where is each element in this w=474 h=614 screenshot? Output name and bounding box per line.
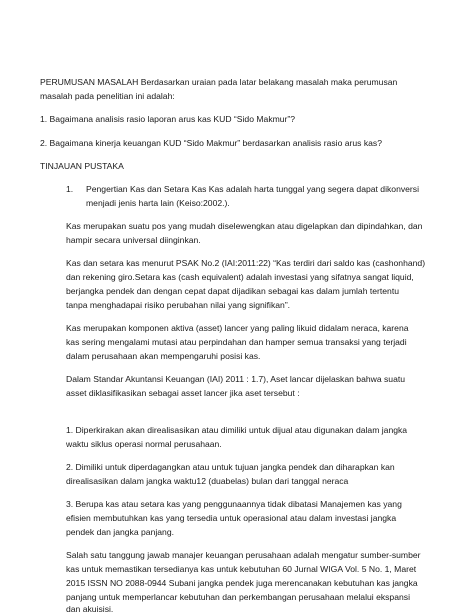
list-item-text: menjadi jenis harta lain (Keiso:2002.). (86, 198, 230, 208)
criteria-item: efisien membutuhkan kas yang tersedia untuk operasional atau dalam investasi jangka (66, 513, 397, 523)
paragraph-line: kas sering mengalami mutasi atau perpindahan dan hamper semua transaksi yang terjadi (66, 337, 407, 347)
paragraph-line: panjang untuk memperlancar kebutuhan dan perkembangan perusahaan melalui ekspansi (66, 592, 410, 602)
question-item: 2. Bagaimana kinerja keuangan KUD “Sido Makmur” berdasarkan analisis rasio arus kas? (40, 138, 383, 148)
paragraph-line: Kas merupakan suatu pos yang mudah diselewengkan atau digelapkan dan dipindahkan, dan (66, 221, 423, 231)
section-title: TINJAUAN PUSTAKA (40, 161, 124, 171)
heading-line: PERUMUSAN MASALAH Berdasarkan uraian pada latar belakang masalah maka perumusan (40, 77, 398, 87)
paragraph-line: kas untuk memastikan tersedianya kas untuk kebutuhan 60 Jurnal WIGA Vol. 5 No. 1, Maret (66, 564, 417, 574)
paragraph-line: asset diklasifikasikan sebagai asset lancer jika aset tersebut : (66, 388, 300, 398)
paragraph-line: Kas merupakan komponen aktiva (asset) lancer yang paling likuid didalam neraca, karena (66, 323, 409, 333)
paragraph-line: hampir secara universal diinginkan. (66, 235, 201, 245)
question-item: 1. Bagaimana analisis rasio laporan arus kas KUD “Sido Makmur”? (40, 114, 296, 124)
list-number: 1. (66, 184, 74, 194)
criteria-item: direalisasikan dalam jangka waktu12 (duabelas) bulan dari tanggal neraca (66, 476, 349, 486)
paragraph-line: dan akuisisi. (66, 604, 114, 614)
paragraph-line: 2015 ISSN NO 2088-0944 Subani jangka pendek juga merencanakan kebutuhan kas jangka (66, 578, 418, 588)
criteria-item: waktu siklus operasi normal perusahaan. (66, 439, 222, 449)
paragraph-line: tanpa menghadapai risiko perubahan nilai yang signifikan”. (66, 300, 291, 310)
paragraph-line: berjangka pendek dan dengan cepat dapat dijadikan sebagai kas dalam jumlah tertentu (66, 286, 400, 296)
paragraph-line: Dalam Standar Akuntansi Keuangan (IAI) 2011 : 1.7), Aset lancar dijelaskan bahwa suatu (66, 374, 406, 384)
paragraph-line: dan rekening giro.Setara kas (cash equivalent) adalah investasi yang sifatnya sangat liquid, (66, 272, 414, 282)
heading-line: masalah pada penelitian ini adalah: (40, 91, 175, 101)
criteria-item: 1. Diperkirakan akan direalisasikan atau dimiliki untuk dijual atau digunakan dalam jangka (66, 425, 408, 435)
paragraph-line: Kas dan setara kas menurut PSAK No.2 (IAI:2011:22) “Kas terdiri dari saldo kas (cashonhand) (66, 258, 426, 268)
criteria-item: pendek dan jangka panjang. (66, 527, 174, 537)
paragraph-line: Salah satu tanggung jawab manajer keuangan perusahaan adalah mengatur sumber-sumber (66, 550, 421, 560)
criteria-item: 2. Dimiliki untuk diperdagangkan atau untuk tujuan jangka pendek dan diharapkan kan (66, 462, 395, 472)
list-item-text: Pengertian Kas dan Setara Kas Kas adalah harta tunggal yang segera dapat dikonversi (86, 184, 419, 194)
criteria-item: 3. Berupa kas atau setara kas yang penggunaannya tidak dibatasi Manajemen kas yang (66, 499, 402, 509)
paragraph-line: dalam perusahaan akan mempengaruhi posisi kas. (66, 351, 261, 361)
